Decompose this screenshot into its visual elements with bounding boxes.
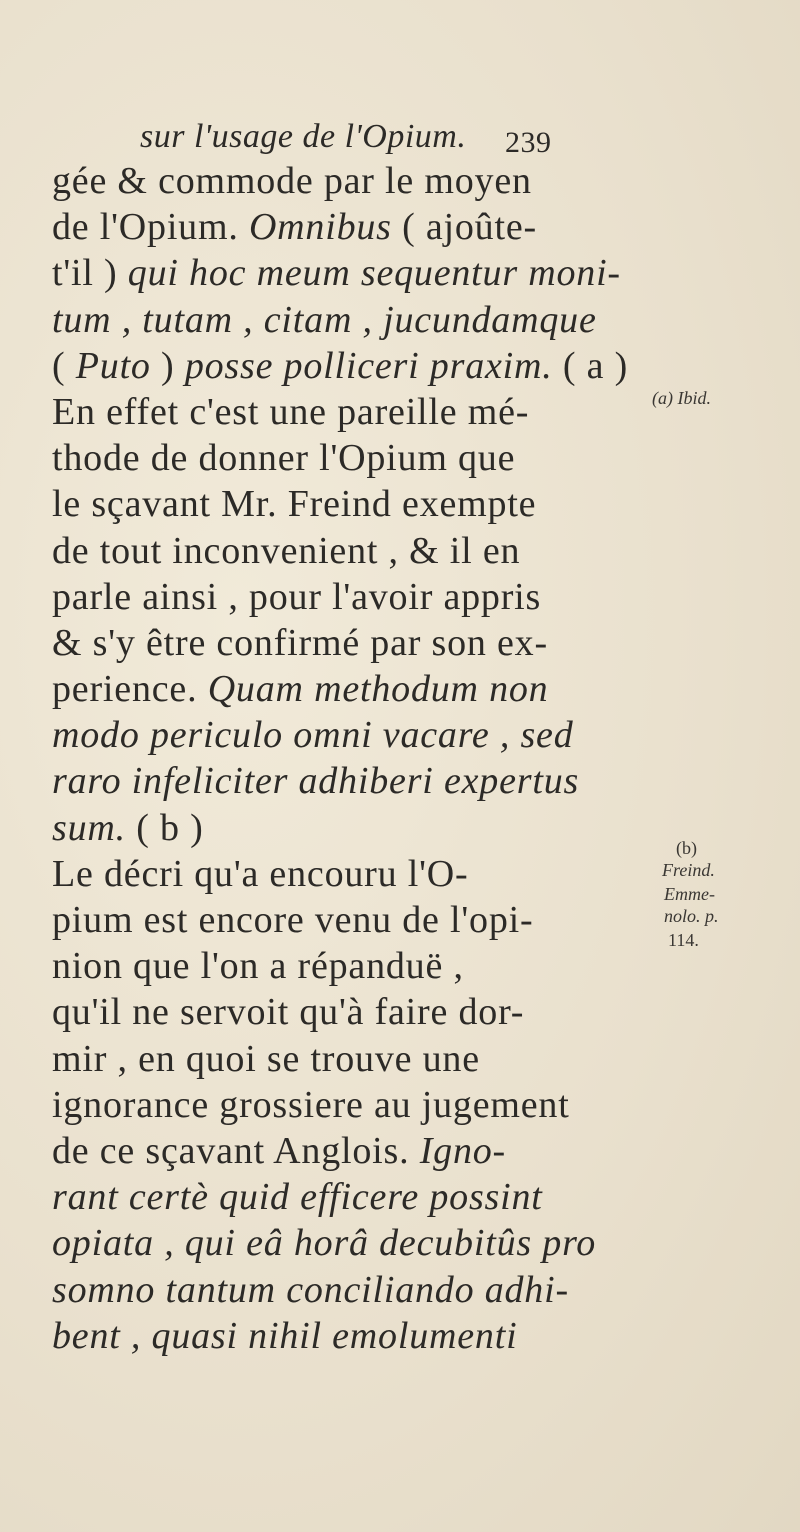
text-line [52,528,612,574]
italic-text-segment: Puto [75,344,151,387]
text-segment: Le décri qu'a encouru l'O- [52,852,469,895]
italic-text-segment: posse polliceri praxim. [184,344,553,387]
margin-note-b-line-2: Emme- [664,884,715,904]
text-segment: de ce sçavant Anglois. [52,1129,420,1172]
text-line [52,1220,612,1266]
page-number: 239 [505,126,552,159]
text-segment: ) [150,344,185,387]
text-line [52,805,612,851]
italic-text-segment: opiata , qui eâ horâ decubitûs pro [52,1222,597,1265]
body-text [52,158,629,1359]
margin-note-a: (a) Ibid. [652,388,711,408]
text-segment: gée & commode par le moyen [52,160,532,202]
italic-text-segment: somno tantum conciliando adhi- [52,1268,569,1311]
text-line [52,343,629,389]
text-segment: perience. [52,668,208,711]
running-title: sur l'usage de l'Opium. [140,118,467,155]
text-segment: ( a ) [552,344,629,387]
italic-text-segment: raro infeliciter adhiberi expertus [52,760,580,803]
text-segment: de tout inconvenient , & il en [52,529,521,572]
running-header [140,118,620,159]
margin-note-b-line-4: 114. [668,930,699,950]
italic-text-segment: sum. [52,806,126,849]
italic-text-segment: bent , quasi nihil emolumenti [52,1314,518,1357]
italic-text-segment: Quam methodum non [207,668,549,711]
text-line [52,574,612,620]
margin-note-b-mark: (b) [676,838,697,858]
text-segment: ignorance grossiere au jugement [52,1083,570,1126]
text-line [52,1267,612,1313]
text-line [52,1128,612,1174]
margin-note-b-line-3: nolo. p. [664,906,719,926]
text-line [52,435,612,481]
italic-text-segment: rant certè quid efficere possint [52,1176,543,1219]
text-segment: le sçavant Mr. Freind exempte [52,483,537,526]
text-line [52,297,612,343]
text-segment: ( [52,344,76,387]
text-line [52,758,612,804]
text-segment: parle ainsi , pour l'avoir appris [52,575,542,618]
text-segment: de l'Opium. [52,206,249,249]
italic-text-segment: tum , tutam , citam , jucundamque [52,298,597,341]
text-segment: ( b ) [125,806,204,849]
text-line [52,851,612,897]
italic-text-segment: Igno- [419,1129,507,1172]
italic-text-segment: Omnibus [248,206,392,249]
text-line [52,712,612,758]
text-line [52,204,612,250]
italic-text-segment: modo periculo omni vacare , sed [52,714,574,757]
text-line [52,620,612,666]
text-line [52,1082,612,1128]
text-line [52,1174,612,1220]
text-segment: ( ajoûte- [391,206,537,249]
text-line [52,1036,612,1082]
text-line [52,481,612,527]
text-line [52,989,612,1035]
text-segment: & s'y être confirmé par son ex- [52,621,548,664]
text-line [52,389,612,435]
italic-text-segment: qui hoc meum sequentur moni- [127,252,621,295]
text-line [52,943,612,989]
margin-note-b-line-1: Freind. [662,860,715,880]
text-segment: thode de donner l'Opium que [52,437,516,480]
text-line [52,897,612,943]
text-segment: pium est encore venu de l'opi- [52,899,534,941]
text-line [52,666,612,712]
text-line [52,250,621,296]
text-segment: En effet c'est une pareille mé- [52,390,530,433]
text-segment: t'il ) [52,252,128,295]
text-segment: mir , en quoi se trouve une [52,1037,480,1080]
text-line [52,158,612,204]
text-line [52,1313,612,1359]
text-segment: qu'il ne servoit qu'à faire dor- [52,991,525,1034]
text-segment: nion que l'on a répanduë , [52,945,464,988]
